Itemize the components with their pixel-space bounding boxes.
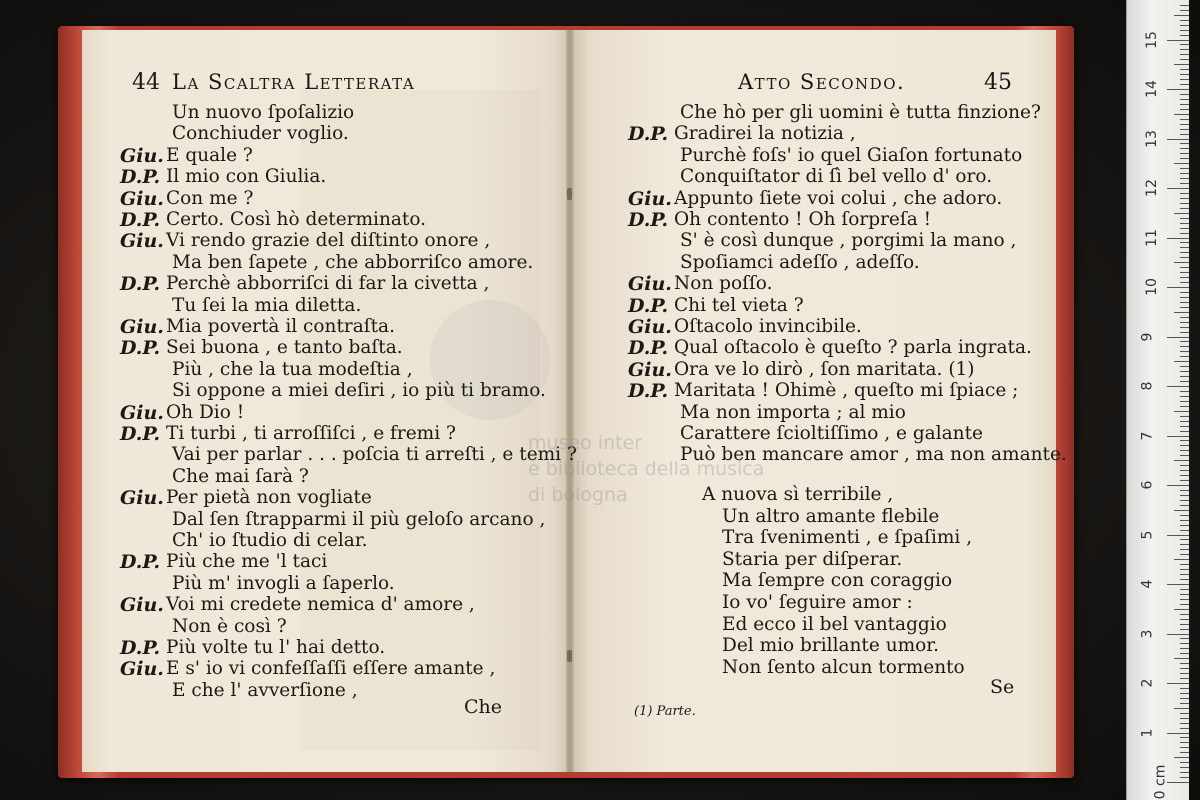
ruler-tick — [1180, 302, 1189, 303]
aria-line: Io vo' ſeguire amor : — [722, 592, 913, 613]
ruler-tick — [1180, 728, 1189, 729]
ruler-tick — [1180, 445, 1189, 446]
aria-line: Ed ecco il bel vantaggio — [722, 613, 947, 635]
ruler-tick — [1174, 15, 1189, 16]
ruler-tick — [1180, 158, 1189, 159]
footnote: (1) Parte. — [634, 704, 696, 719]
ruler-tick — [1180, 10, 1189, 11]
left-folio: 44 — [132, 70, 160, 95]
ruler-number: 9 — [1139, 332, 1156, 341]
ruler-tick — [1167, 733, 1189, 734]
ruler-tick — [1180, 604, 1189, 605]
ruler-tick — [1180, 648, 1189, 649]
ruler-number: 12 — [1143, 179, 1160, 197]
verse-line: Qual oſtacolo è queſto ? parla ingrata. — [674, 337, 1032, 359]
verse-line: Non è così ? — [172, 615, 287, 637]
ruler-tick — [1174, 163, 1189, 164]
ruler-tick — [1180, 396, 1189, 397]
verse-line: Ma non importa ; al mio — [680, 401, 906, 423]
ruler-tick — [1174, 361, 1189, 362]
speaker-label: Giu. — [120, 594, 164, 617]
ruler-tick — [1180, 643, 1189, 644]
ruler-number: 13 — [1143, 129, 1160, 148]
ruler-tick — [1180, 490, 1189, 491]
ruler-tick — [1180, 257, 1189, 258]
speaker-label: D.P. — [628, 380, 669, 403]
speaker-label: D.P. — [120, 423, 161, 445]
ruler-tick — [1180, 703, 1189, 704]
ruler-tick — [1180, 134, 1189, 135]
verse-line: E quale ? — [166, 144, 253, 166]
verse-line: Certo. Così hò determinato. — [166, 209, 427, 230]
ruler-tick — [1180, 475, 1189, 476]
speaker-label: D.P. — [628, 337, 669, 360]
ruler-tick — [1174, 708, 1189, 709]
ruler-tick — [1180, 99, 1189, 100]
ruler-tick — [1180, 252, 1189, 253]
aria-line: Staria per diſperar. — [722, 548, 903, 570]
ruler-tick — [1180, 594, 1189, 595]
verse-line: Più , che la tua modeſtia , — [172, 358, 413, 380]
ruler-tick — [1174, 64, 1189, 65]
speaker-label: Giu. — [628, 358, 672, 381]
ruler-tick — [1167, 485, 1189, 486]
speaker-label: D.P. — [628, 209, 669, 231]
ruler-number: 14 — [1143, 80, 1160, 98]
ruler-tick — [1180, 44, 1189, 45]
verse-line: Non poſſo. — [674, 273, 773, 295]
ruler-tick — [1180, 668, 1189, 669]
speaker-label: Giu. — [628, 273, 672, 296]
ruler-tick — [1167, 238, 1189, 239]
verse-line: Purchè foſs' io quel Giaſon fortunato — [680, 144, 1023, 166]
ruler-tick — [1180, 619, 1189, 620]
ruler-tick — [1180, 267, 1189, 268]
verse-line: Che hò per gli uomini è tutta finzione? — [680, 102, 1041, 123]
verse-line: Chi tel vieta ? — [674, 294, 804, 316]
ruler-tick — [1180, 228, 1189, 229]
ruler-tick — [1180, 638, 1189, 639]
speaker-label: Giu. — [628, 316, 672, 338]
verse-line: Tu ſei la mia diletta. — [172, 294, 362, 316]
ruler-tick — [1180, 371, 1189, 372]
ruler-tick — [1180, 480, 1189, 481]
ruler-tick — [1180, 143, 1189, 144]
verse-line: Può ben mancare amor , ma non amante. — [680, 444, 1067, 466]
watermark-line: museo inter — [528, 432, 643, 454]
watermark-line: di bologna — [528, 484, 628, 506]
ruler-tick — [1180, 25, 1189, 26]
ruler-tick — [1180, 391, 1189, 392]
ruler-tick — [1180, 30, 1189, 31]
ruler-number: 5 — [1139, 530, 1156, 539]
ruler-tick — [1180, 49, 1189, 50]
verse-line: Un nuovo ſpoſalizio — [172, 102, 355, 123]
ruler-tick — [1174, 114, 1189, 115]
ruler-tick — [1180, 525, 1189, 526]
ruler-tick — [1167, 782, 1189, 783]
verse-line: Ma ben ſapete , che abborriſco amore. — [172, 251, 534, 273]
speaker-label: D.P. — [628, 294, 669, 317]
ruler-tick — [1180, 327, 1189, 328]
ruler-tick — [1180, 530, 1189, 531]
ruler-tick — [1180, 198, 1189, 199]
ruler-number: 6 — [1139, 480, 1156, 490]
verse-line: Appunto ſiete voi colui , che adoro. — [674, 187, 1003, 209]
verse-line: Oh contento ! Oh ſorpreſa ! — [674, 209, 932, 230]
verse-line: S' è così dunque , porgimi la mano , — [680, 230, 1017, 252]
speaker-label: Giu. — [120, 316, 164, 338]
ruler-tick — [1167, 287, 1189, 288]
verse-line: Si oppone a miei deſiri , io più ti bramo. — [172, 380, 546, 402]
verse-line: Oh Dio ! — [166, 401, 245, 423]
speaker-label: Giu. — [120, 401, 164, 424]
ruler-tick — [1180, 431, 1189, 432]
right-folio: 45 — [984, 70, 1012, 95]
ruler-tick — [1180, 317, 1189, 318]
aria-line: Del mio brillante umor. — [722, 635, 939, 657]
ruler-tick — [1180, 193, 1189, 194]
verse-line: Conquiſtator di ſì bel vello d' oro. — [680, 166, 993, 188]
ruler-tick — [1174, 559, 1189, 560]
ruler-tick — [1174, 510, 1189, 511]
speaker-label: D.P. — [120, 637, 161, 659]
verse-line: Con me ? — [166, 187, 254, 209]
ruler-tick — [1180, 183, 1189, 184]
binding-stitch — [567, 188, 572, 200]
ruler-tick — [1180, 366, 1189, 367]
ruler-tick — [1180, 54, 1189, 55]
speaker-label: Giu. — [120, 144, 164, 167]
verse-line: E s' io vi confeſſaſſi eſſere amante , — [166, 658, 496, 680]
ruler-tick — [1180, 698, 1189, 699]
aria-line: A nuova sì terribile , — [702, 484, 894, 505]
ruler-tick — [1180, 495, 1189, 496]
ruler-tick — [1180, 747, 1189, 748]
ruler-tick — [1180, 426, 1189, 427]
ruler-tick — [1167, 40, 1189, 41]
verse-line: Ora ve lo dirò , ſon maritata. (1) — [674, 358, 975, 380]
ruler-tick — [1180, 242, 1189, 243]
ruler-tick — [1180, 178, 1189, 179]
left-running-head: La Scaltra Letterata — [172, 70, 416, 94]
ruler-tick — [1180, 624, 1189, 625]
ruler-tick — [1167, 188, 1189, 189]
ruler-number: 2 — [1139, 678, 1156, 688]
ruler-tick — [1167, 337, 1189, 338]
ruler-tick — [1180, 713, 1189, 714]
ruler-tick — [1180, 356, 1189, 357]
ruler-tick — [1180, 579, 1189, 580]
ruler-tick — [1180, 208, 1189, 209]
verse-line: Voi mi credete nemica d' amore , — [166, 594, 475, 616]
ruler-tick — [1180, 564, 1189, 565]
ruler-tick — [1167, 139, 1189, 140]
binding-stitch — [567, 650, 572, 662]
watermark-text — [528, 430, 764, 508]
ruler-number: 4 — [1139, 579, 1156, 589]
ruler-tick — [1180, 119, 1189, 120]
ruler-tick — [1180, 282, 1189, 283]
ruler-tick — [1180, 381, 1189, 382]
right-catchword: Se — [990, 676, 1015, 698]
ruler-tick — [1180, 129, 1189, 130]
ruler-tick — [1180, 20, 1189, 21]
ruler-tick — [1180, 678, 1189, 679]
ruler-tick — [1180, 84, 1189, 85]
ruler-tick — [1180, 629, 1189, 630]
ruler-tick — [1180, 688, 1189, 689]
ruler-tick — [1180, 455, 1189, 456]
ruler-tick — [1180, 173, 1189, 174]
verse-line: Ch' io ſtudio di celar. — [172, 530, 368, 551]
ruler-tick — [1180, 297, 1189, 298]
ruler-tick — [1180, 599, 1189, 600]
ruler-tick — [1180, 554, 1189, 555]
ruler-tick — [1174, 213, 1189, 214]
ruler-tick — [1180, 723, 1189, 724]
ruler-tick — [1180, 421, 1189, 422]
ruler-tick — [1180, 673, 1189, 674]
verse-line: Vai per parlar . . . poſcia ti arreſti , e temi ? — [172, 444, 577, 466]
ruler-tick — [1180, 767, 1189, 768]
ruler-tick — [1180, 762, 1189, 763]
ruler-tick — [1180, 223, 1189, 224]
ruler-tick — [1174, 609, 1189, 610]
ruler-tick — [1180, 500, 1189, 501]
ruler-tick — [1180, 79, 1189, 80]
speaker-label: Giu. — [120, 658, 164, 681]
ruler-tick — [1180, 569, 1189, 570]
ruler-tick — [1180, 233, 1189, 234]
ruler-tick — [1180, 737, 1189, 738]
ruler-tick — [1167, 436, 1189, 437]
ruler-tick — [1180, 465, 1189, 466]
ruler-tick — [1174, 757, 1189, 758]
ruler-tick — [1167, 683, 1189, 684]
ruler-tick — [1180, 614, 1189, 615]
speaker-label: Giu. — [628, 187, 672, 210]
ruler-number: 0 cm — [1152, 764, 1169, 800]
ruler-number: 8 — [1139, 381, 1156, 391]
verse-line: Il mio con Giulia. — [166, 166, 327, 188]
ruler-tick — [1180, 277, 1189, 278]
speaker-label: D.P. — [628, 123, 669, 146]
verse-line: Mia povertà il contraſta. — [166, 316, 395, 337]
speaker-label: Giu. — [120, 230, 164, 253]
ruler-tick — [1180, 772, 1189, 773]
ruler-number: 1 — [1139, 728, 1156, 737]
measuring-ruler — [1126, 0, 1189, 800]
ruler-tick — [1180, 752, 1189, 753]
ruler-tick — [1180, 332, 1189, 333]
aria-line: Tra ſvenimenti , e ſpaſimi , — [722, 527, 973, 549]
ruler-tick — [1180, 153, 1189, 154]
ruler-tick — [1180, 109, 1189, 110]
ruler-tick — [1180, 322, 1189, 323]
verse-line: Oſtacolo invincibile. — [674, 316, 862, 337]
ruler-tick — [1180, 589, 1189, 590]
ruler-tick — [1180, 124, 1189, 125]
ruler-tick — [1180, 401, 1189, 402]
ruler-tick — [1180, 341, 1189, 342]
ruler-tick — [1167, 89, 1189, 90]
aria-line: Un altro amante flebile — [722, 505, 940, 527]
ruler-tick — [1167, 386, 1189, 387]
verse-line: Per pietà non vogliate — [166, 487, 372, 509]
ruler-tick — [1180, 440, 1189, 441]
ruler-tick — [1180, 742, 1189, 743]
ruler-tick — [1174, 262, 1189, 263]
ruler-tick — [1167, 634, 1189, 635]
speaker-label: D.P. — [120, 273, 161, 296]
ruler-tick — [1180, 346, 1189, 347]
ruler-tick — [1180, 653, 1189, 654]
watermark-line: e biblioteca della musica — [528, 458, 765, 480]
ruler-tick — [1174, 411, 1189, 412]
ruler-tick — [1180, 59, 1189, 60]
ruler-tick — [1167, 535, 1189, 536]
ruler-tick — [1180, 505, 1189, 506]
ruler-tick — [1180, 218, 1189, 219]
aria-line: Ma ſempre con coraggio — [722, 570, 953, 592]
ruler-number: 11 — [1143, 228, 1160, 247]
ruler-tick — [1180, 292, 1189, 293]
speaker-label: Giu. — [120, 187, 164, 210]
verse-line: E che l' avverſione , — [172, 679, 358, 701]
ruler-tick — [1174, 312, 1189, 313]
ruler-tick — [1180, 663, 1189, 664]
left-catchword: Che — [464, 696, 503, 718]
verse-line: Perchè abborriſci di far la civetta , — [166, 273, 490, 295]
verse-line: Che mai ſarà ? — [172, 465, 309, 487]
right-running-head: Atto Secondo. — [738, 70, 906, 94]
ruler-tick — [1180, 777, 1189, 778]
verse-line: Più m' invogli a ſaperlo. — [172, 572, 395, 594]
verse-line: Vi rendo grazie del diſtinto onore , — [166, 230, 491, 252]
ruler-tick — [1180, 203, 1189, 204]
ruler-tick — [1180, 718, 1189, 719]
ruler-tick — [1180, 69, 1189, 70]
verse-line: Sei buona , e tanto baſta. — [166, 337, 403, 359]
speaker-label: D.P. — [120, 337, 161, 360]
ruler-tick — [1180, 450, 1189, 451]
ruler-tick — [1174, 658, 1189, 659]
verse-line: Maritata ! Ohimè , queſto mi ſpiace ; — [674, 380, 1019, 402]
ruler-tick — [1180, 376, 1189, 377]
verse-line: Più volte tu l' hai detto. — [166, 637, 386, 658]
ruler-tick — [1180, 470, 1189, 471]
ruler-tick — [1180, 539, 1189, 540]
speaker-label: Giu. — [120, 487, 164, 510]
verse-line: Conchiuder voglio. — [172, 123, 349, 145]
verse-line: Carattere ſcioltiſſimo , e galante — [680, 423, 983, 444]
verse-line: Spoſiamci adeſſo , adeſſo. — [680, 251, 920, 273]
ruler-number: 7 — [1139, 431, 1156, 440]
ruler-tick — [1180, 574, 1189, 575]
speaker-label: D.P. — [120, 209, 161, 231]
ruler-tick — [1180, 104, 1189, 105]
ruler-tick — [1180, 515, 1189, 516]
ruler-number: 10 — [1143, 278, 1160, 296]
ruler-tick — [1180, 5, 1189, 6]
verse-line: Dal ſen ſtrapparmi il più geloſo arcano , — [172, 508, 546, 530]
ruler-number: 15 — [1143, 30, 1160, 49]
speaker-label: D.P. — [120, 551, 161, 574]
ruler-tick — [1180, 520, 1189, 521]
ruler-tick — [1180, 416, 1189, 417]
ruler-number: 3 — [1139, 629, 1156, 638]
ruler-tick — [1180, 35, 1189, 36]
ruler-tick — [1180, 693, 1189, 694]
ruler-tick — [1180, 74, 1189, 75]
ruler-tick — [1180, 544, 1189, 545]
aria-line: Non ſento alcun tormento — [722, 656, 965, 678]
ruler-tick — [1180, 168, 1189, 169]
ruler-tick — [1174, 460, 1189, 461]
ruler-tick — [1167, 584, 1189, 585]
ruler-tick — [1180, 272, 1189, 273]
verse-line: Più che me 'l taci — [166, 551, 328, 573]
verse-line: Gradirei la notizia , — [674, 123, 856, 145]
ruler-tick — [1180, 247, 1189, 248]
ruler-tick — [1180, 148, 1189, 149]
ruler-tick — [1180, 351, 1189, 352]
ruler-tick — [1180, 406, 1189, 407]
ruler-tick — [1180, 549, 1189, 550]
speaker-label: D.P. — [120, 166, 161, 189]
ruler-tick — [1180, 94, 1189, 95]
ruler-tick — [1180, 307, 1189, 308]
watermark-logo-icon — [430, 300, 550, 420]
verse-line: Ti turbi , ti arroſſiſci , e fremi ? — [166, 423, 456, 444]
